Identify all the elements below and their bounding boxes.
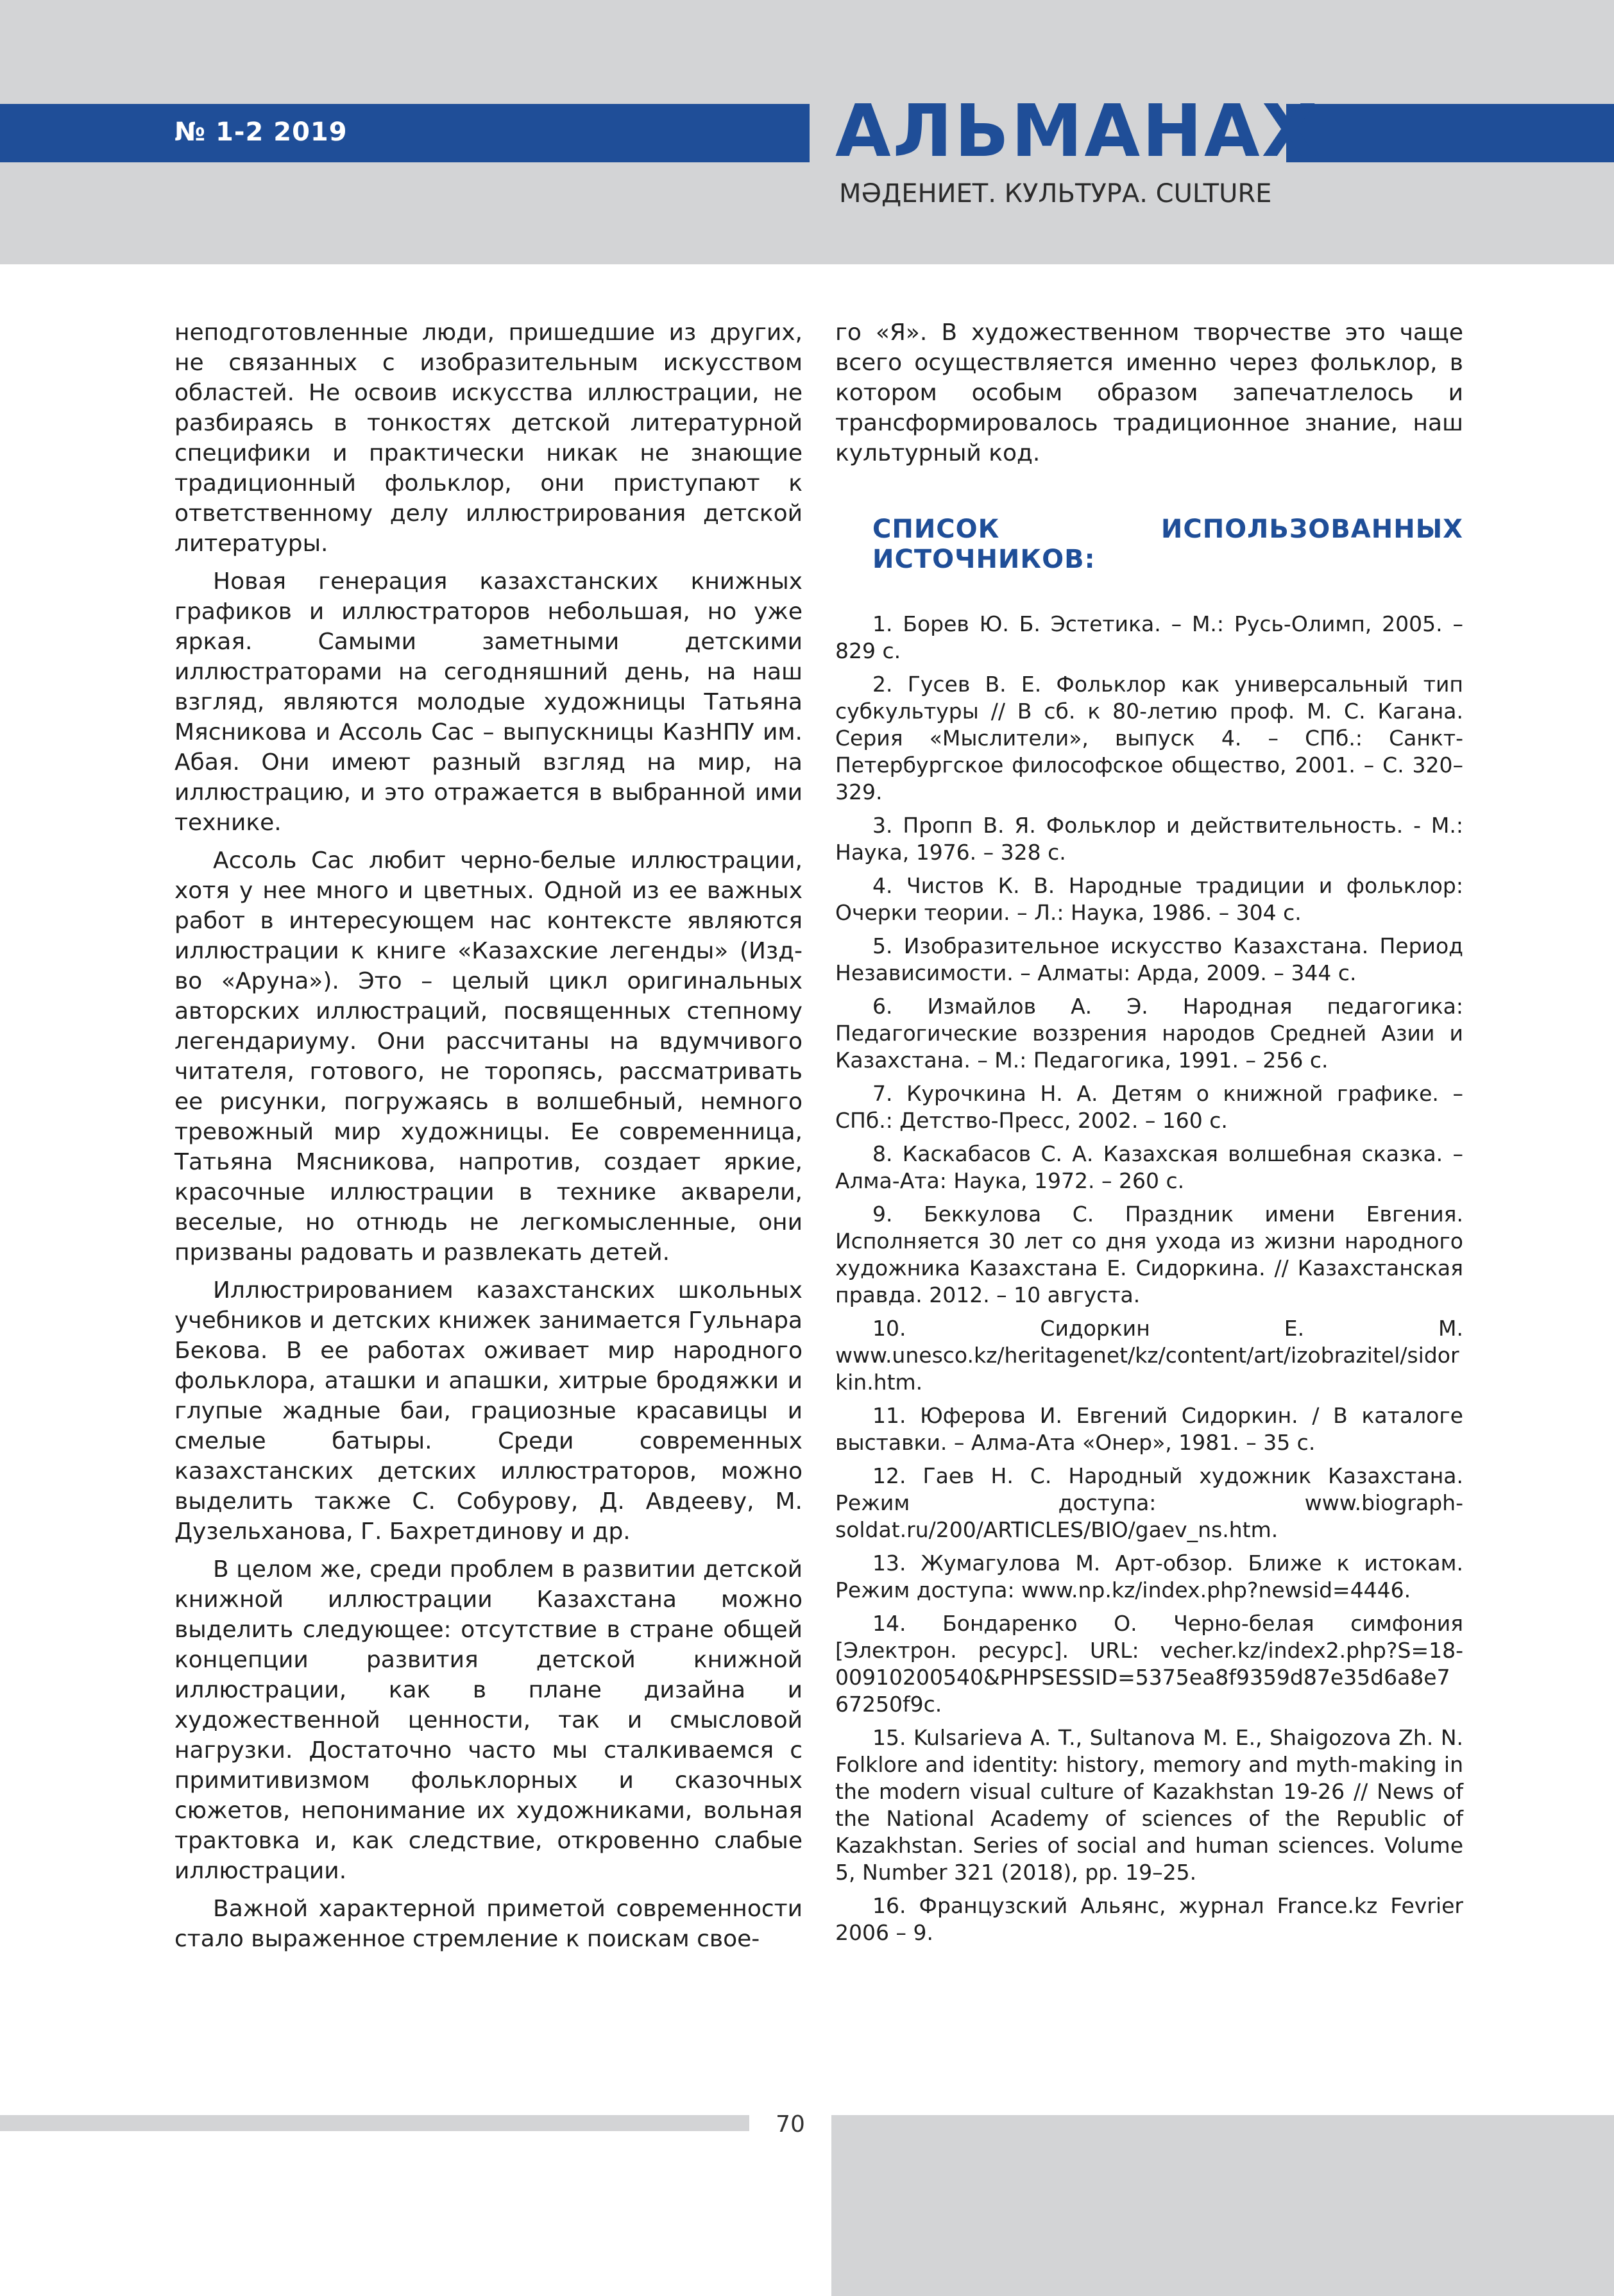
reference-item: 9. Беккулова С. Праздник имени Евгения. Исполняется 30 лет со дня ухода из жизни народного художника Казахстана Е. Сидоркина. // Казахстанская правда. 2012. – 10 августа. (835, 1202, 1463, 1307)
footer-block (831, 2115, 1614, 2296)
reference-item: 8. Каскабасов С. А. Казахская волшебная сказка. – Алма-Ата: Наука, 1972. – 260 с. (835, 1141, 1463, 1193)
body-paragraph: Иллюстрированием казахстанских школьных учебников и детских книжек занимается Гульнара Бекова. В ее работах оживает мир народного фольклора, аташки и апашки, хитрые бродяжки и глупые жадные баи, грациозные красавицы и смелые батыры. Среди современных казахстанских детских иллюстраторов, можно выделить также С. Собурову, Д. Авдееву, М. Дузельханова, Г. Бахретдинову и др. (174, 1277, 803, 1545)
page-header (0, 0, 1614, 264)
reference-item: 6. Измайлов А. Э. Народная педагогика: Педагогические воззрения народов Средней Азии и Казахстана. – М.: Педагогика, 1991. – 256 с. (835, 994, 1463, 1073)
reference-item: 3. Пропп В. Я. Фольклор и действительность. - М.: Наука, 1976. – 328 с. (835, 813, 1463, 865)
reference-item: 15. Kulsarieva A. T., Sultanova M. E., Shaigozova Zh. N. Folklore and identity: history, memory and myth-making in the modern visual culture of Kazakhstan 19-26 // News of the National Academy of sciences of the Republic of Kazakhstan. Series of social and human sciences. Volume 5, Number 321 (2018), pp. 19–25. (835, 1725, 1463, 1885)
left-text-column (174, 318, 803, 1954)
reference-item: 14. Бондаренко О. Черно-белая симфония [Электрон. ресурс]. URL: vecher.kz/index2.php?S=18- 00910200540&PHPSESSID=5375ea8f9359d87e35d6a8e767250f9c. (835, 1611, 1463, 1717)
body-paragraph: Важной характерной приметой современности стало выраженное стремление к поискам свое- (174, 1896, 803, 1952)
reference-item: 13. Жумагулова М. Арт-обзор. Ближе к истокам. Режим доступа: www.np.kz/index.php?newsid=4446. (835, 1551, 1463, 1603)
page-number: 70 (776, 2111, 805, 2138)
reference-item: 12. Гаев Н. С. Народный художник Казахстана. Режим доступа: www.biograph-soldat.ru/200/ARTICLES/BIO/gaev_ns.htm. (835, 1463, 1463, 1542)
body-paragraph: го «Я». В художественном творчестве это чаще всего осуществляется именно через фольклор, в котором особым образом запечатлелось и трансформировалось традиционное знание, наш культурный код. (835, 319, 1463, 466)
magazine-subtitle: МӘДЕНИЕТ. КУЛЬТУРА. CULTURE (839, 179, 1272, 208)
reference-item: 5. Изобразительное искусство Казахстана. Период Независимости. – Алматы: Арда, 2009. – 344 с. (835, 933, 1463, 985)
issue-number: № 1-2 2019 (174, 117, 348, 147)
header-band-right (1286, 104, 1614, 162)
reference-item: 4. Чистов К. В. Народные традиции и фольклор: Очерки теории. – Л.: Наука, 1986. – 304 с. (835, 873, 1463, 925)
body-paragraph: В целом же, среди проблем в развитии детской книжной иллюстрации Казахстана можно выделить следующее: отсутствие в стране общей концепции развития детской книжной иллюстрации, как в плане дизайна и художественной ценности, так и смысловой нагрузки. Достаточно часто мы сталкиваемся с примитивизмом фольклорных и сказочных сюжетов, непонимание их художниками, вольная трактовка и, как следствие, откровенно слабые иллюстрации. (174, 1556, 803, 1884)
reference-item: 10. Сидоркин Е. М. www.unesco.kz/heritagenet/kz/content/art/izobrazitel/sidorkin.htm. (835, 1316, 1463, 1395)
references-heading: СПИСОК ИСПОЛЬЗОВАННЫХ ИСТОЧНИКОВ: (872, 514, 1463, 574)
reference-item: 7. Курочкина Н. А. Детям о книжной графике. – СПб.: Детство-Пресс, 2002. – 160 с. (835, 1081, 1463, 1133)
body-paragraph: Новая генерация казахстанских книжных графиков и иллюстраторов небольшая, но уже яркая. Самыми заметными детскими иллюстраторами на сегодняшний день, на наш взгляд, являются молодые художницы Татьяна Мясникова и Ассоль Сас – выпускницы КазНПУ им. Абая. Они имеют разный взгляд на мир, на иллюстрацию, и это отражается в выбранной ими технике. (174, 568, 803, 836)
body-paragraph: неподготовленные люди, пришедшие из других, не связанных с изобразительным искусством областей. Не освоив искусства иллюстрации, не разбираясь в тонкостях детской литературной специфики и практически никак не знающие традиционный фольклор, они приступают к ответственному делу иллюстрирования детской литературы. (174, 319, 803, 557)
reference-list (835, 611, 1463, 1946)
body-paragraph: Ассоль Сас любит черно-белые иллюстрации, хотя у нее много и цветных. Одной из ее важных работ в интересующем нас контексте являются иллюстрации к книге «Казахские легенды» (Изд-во «Аруна»). Это – целый цикл оригинальных авторских иллюстраций, посвященных степному легендариуму. Они рассчитаны на вдумчивого читателя, готового, не торопясь, рассматривать ее рисунки, погружаясь в волшебный, немного тревожный мир художницы. Ее современница, Татьяна Мясникова, напротив, создает яркие, красочные иллюстрации в технике акварели, веселые, но отнюдь не легкомысленные, они призваны радовать и развлекать детей. (174, 847, 803, 1266)
reference-item: 1. Борев Ю. Б. Эстетика. – М.: Русь-Олимп, 2005. – 829 с. (835, 611, 1463, 663)
reference-item: 2. Гусев В. Е. Фольклор как универсальный тип субкультуры // В сб. к 80-летию проф. М. С. Кагана. Серия «Мыслители», выпуск 4. – СПб.: Санкт-Петербургское философское общество, 2001. – С. 320–329. (835, 672, 1463, 804)
reference-item: 16. Французский Альянс, журнал France.kz Fevrier 2006 – 9. (835, 1893, 1463, 1945)
magazine-title: АЛЬМАНАХ (835, 90, 1319, 173)
right-text-column (835, 318, 1463, 1953)
header-band-left (0, 104, 810, 162)
reference-item: 11. Юферова И. Евгений Сидоркин. / В каталоге выставки. – Алма-Ата «Онер», 1981. – 35 с. (835, 1403, 1463, 1455)
footer-rule (0, 2115, 749, 2131)
